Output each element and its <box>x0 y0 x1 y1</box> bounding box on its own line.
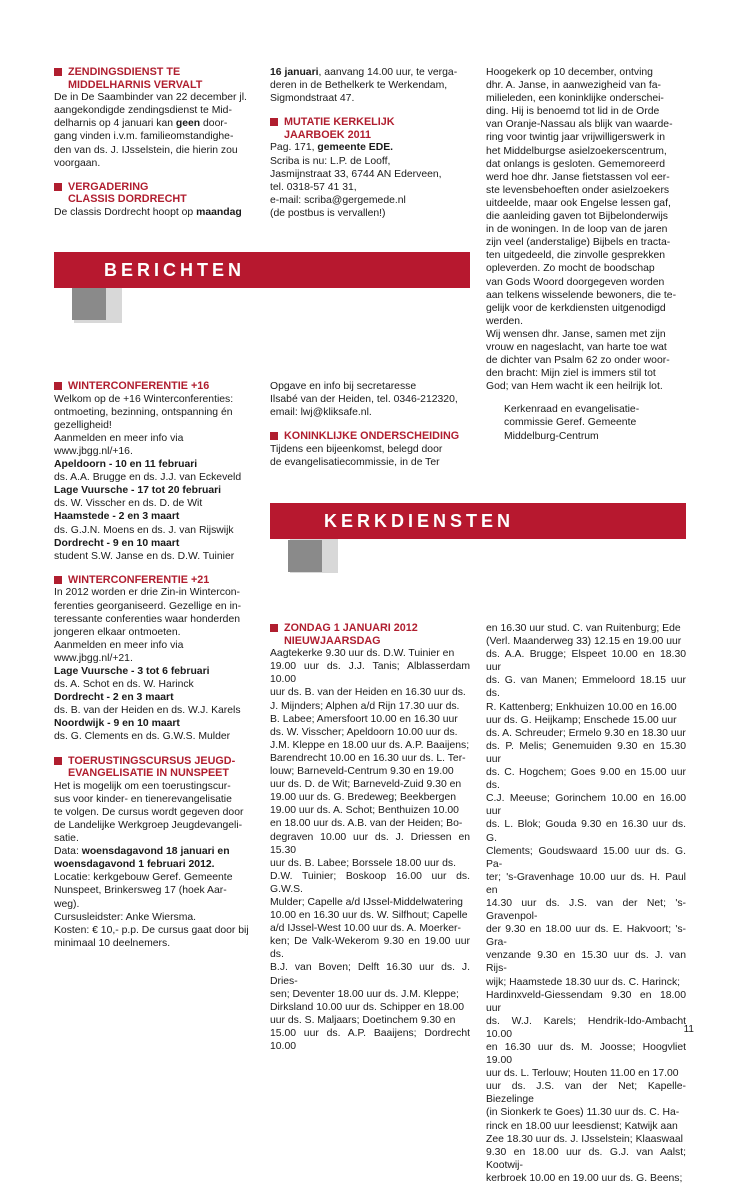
vergadering-text-start: De classis Dordrecht hoopt op maandag <box>54 206 242 218</box>
winter21-text: In 2012 worden er drie Zin-in Wintercon- ferenties georganiseerd. Gezellige en in- teressante conferenties waar honderden jongeren elkaar ontmoeten. Aanmelden en meer info via www.jbgg.nl/+21. Lage Vuursche - 3 tot 6 februari ds. A. Schot en ds. W. Harinck Dordrecht - 2 en 3 maart ds. B. van der Heiden en ds. W.J. Karels Noordwijk - 9 en 10 maart ds. G. Clements en ds. G.W.S. Mulder <box>54 587 242 743</box>
mutatie-heading: MUTATIE KERKELIJK JAARBOEK 2011 <box>270 116 470 141</box>
vergadering-heading: VERGADERING CLASSIS DORDRECHT <box>54 181 254 206</box>
zondag-services-col2: Aagtekerke 9.30 uur ds. D.W. Tuinier en 19.00 uur ds. J.J. Tanis; Alblasserdam 10.00 uur ds. B. van der Heiden en 16.30 uur ds. J. Mijnders; Alphen a/d Rijn 17.30 uur ds. B. Labee; Amersfoort 10.00 en 16.30 uur ds. W. Visscher; Apeldoorn 10.00 uur ds. J.M. Kleppe en 18.00 uur ds. A.P. Baaijens; Barendrecht 10.00 en 16.30 uur ds. L. Ter- louw; Barneveld-Centrum 9.30 en 19.00 uur ds. D. de Wit; Barneveld-Zuid 9.30 en 19.00 uur ds. G. Bredeweg; Beekbergen 19.00 uur ds. A. Schot; Benthuizen 10.00 en 18.00 uur ds. A.B. van der Heiden; Bo- degraven 10.00 uur ds. J. Driessen en 15.30 uur ds. B. Labee; Borssele 18.00 uur ds. D.W. Tuinier; Boskoop 16.00 uur ds. G.W.S. Mulder; Capelle a/d IJssel-Middelwatering 10.00 en 16.30 uur ds. W. Silfhout; Capelle a/d IJssel-West 10.00 uur ds. A. Moerker- ken; De Valk-Wekerom 9.30 en 19.00 uur ds. B.J. van Boven; Delft 16.30 uur ds. J. Dries- sen; Deventer 18.00 uur ds. J.M. Kleppe; Dirksland 10.00 uur ds. Schipper en 18.00 uur ds. S. Maljaars; Doetinchem 9.30 en 15.00 uur ds. A.P. Baaijens; Dordrecht 10.00 <box>270 648 470 1052</box>
winter16-text: Welkom op de +16 Winterconferenties: ontmoeting, bezinning, ontspanning én gezelligheid! Aanmelden en meer info via www.jbgg.nl/+16. Apeldoorn - 10 en 11 februari ds. A.A. Brugge en ds. J.J. van Eckeveld Lage Vuursche - 17 tot 20 februari ds. W. Visscher en ds. D. de Wit Haamstede - 2 en 3 maart ds. G.J.N. Moens en ds. J. van Rijswijk Dordrecht - 9 en 10 maart student S.W. Janse en ds. D.W. Tuinier <box>54 393 242 562</box>
winter21-heading: WINTERCONFERENTIE +21 <box>54 574 254 587</box>
zondag-services-col3: en 16.30 uur stud. C. van Ruitenburg; Ede (Verl. Maanderweg 33) 12.15 en 19.00 uur ds. A.A. Brugge; Elspeet 10.00 en 18.30 uur ds. G. van Manen; Emmeloord 18.15 uur ds. R. Kattenberg; Enkhuizen 10.00 en 16.00 uur ds. G. Heijkamp; Enschede 15.00 uur ds. A. Schreuder; Ermelo 9.30 en 18.30 uur ds. P. Melis; Genemuiden 9.30 en 15.30 uur ds. C. Hogchem; Goes 9.00 en 15.00 uur ds. C.J. Meeuse; Gorinchem 10.00 en 16.00 uur ds. L. Blok; Gouda 9.30 en 16.30 uur ds. G. Clements; Goudswaard 15.00 uur ds. G. Pa- ter; 's-Gravenhage 10.00 uur ds. H. Paul en 14.30 uur ds. J.S. van der Net; 's-Gravenpol- der 9.30 en 18.00 uur ds. E. Hakvoort; 's-Gra- venzande 9.30 en 15.30 uur ds. J. van Rijs- wijk; Haamstede 18.30 uur ds. C. Harinck; Hardinxveld-Giessendam 9.30 en 18.00 uur ds. W.J. Karels; Hendrik-Ido-Ambacht 10.00 en 16.30 uur ds. M. Joosse; Hoogvliet 19.00 uur ds. L. Terlouw; Houten 11.00 en 17.00 uur ds. J.S. van der Net; Kapelle-Biezelinge (in Sionkerk te Goes) 11.30 uur ds. C. Ha- rinck en 18.00 uur leesdienst; Katwijk aan Zee 18.30 uur ds. J. IJsselstein; Klaaswaal 9.30 en 18.00 uur ds. G.J. van Aalst; Kootwij- kerbroek 10.00 en 19.00 uur ds. G. Beens; <box>486 623 686 1184</box>
zendingsdienst-heading: ZENDINGSDIENST TE MIDDELHARNIS VERVALT <box>54 66 254 91</box>
mutatie-email: e-mail: scriba@gergemede.nl <box>270 194 406 206</box>
banner2-decor-dark <box>288 540 322 572</box>
winter16-heading: WINTERCONFERENTIE +16 <box>54 380 254 393</box>
column-3-janse <box>486 66 686 443</box>
janse-text: Hoogekerk op 10 december, ontving dhr. A. Janse, in aanwezigheid van fa- milieleden, een koninklijke onderschei- ding. Hij is benoemd tot lid in de Orde van Oranje-Nassau als blijk van waarde- ring voor twintig jaar vrijwilligerswerk in het Middelburgse asielzoekerscentrum, dat onlangs is gesloten. Gememoreerd werd hoe dhr. Janse fietstassen vol eer- ste levensbehoeften onder asielzoekers uitdeelde, maar ook Engelse lessen gaf, die aanleiding gaven tot Bijbelonderwijs in de woningen. In de loop van de jaren zijn veel (anderstalige) Bijbels en tracta- ten uitgedeeld, die zinvolle gesprekken opleverden. Zo mocht de boodschap van Gods Woord doorgegeven worden aan telkens wisselende bewoners, die te- gelijk voor de kerkdiensten uitgenodigd werden. Wij wensen dhr. Janse, samen met zijn vrouw en nageslacht, van harte toe wat de dichter van Psalm 62 zo onder woor- den bracht: Mijn ziel is immers stil tot God; van Hem wacht ik een heilrijk lot. <box>486 67 677 393</box>
toerusting-data: Data: woensdagavond 18 januari en woensdagavond 1 februari 2012. <box>54 846 230 871</box>
toerusting-text: Het is mogelijk om een toerustingscur- sus voor kinder- en tienerevangelisatie te volgen. De cursus wordt gegeven door de Landelijke Werkgroep Jeugdevangeli- satie. <box>54 780 244 845</box>
toerusting-details: Locatie: kerkgebouw Geref. Gemeente Nunspeet, Brinkersweg 17 (hoek Aar- weg). Cursusleidster: Anke Wiersma. Kosten: € 10,- p.p. De cursus gaat door bij minimaal 10 deelnemers. <box>54 872 249 949</box>
column-1-top <box>54 66 254 219</box>
berichten-title: BERICHTEN <box>104 260 246 280</box>
column-2-middle <box>270 380 470 469</box>
column-2-top <box>270 66 470 220</box>
mutatie-text: Pag. 171, gemeente EDE. Scriba is nu: L.P. de Looff, Jasmijnstraat 33, 6744 AN Ederveen, tel. 0318-57 41 31, e-mail: scriba@gergemede.nl (de postbus is vervallen!) <box>270 141 470 220</box>
koninklijke-text: Tijdens een bijeenkomst, belegd door de evangelisatiecommissie, in de Ter <box>270 443 443 468</box>
column-1-bottom <box>54 380 254 950</box>
zendingsdienst-text: De in De Saambinder van 22 december jl. aangekondigde zendingsdienst te Mid- delharnis op 4 januari kan geen door- gang vinden i.v.m. familieomstandighe- den van ds. J. IJsselstein, die hierin zou voorgaan. <box>54 92 247 169</box>
zondag-column-3 <box>486 622 686 1185</box>
banner-decor-dark-2 <box>72 288 106 320</box>
zondag-heading: ZONDAG 1 JANUARI 2012 NIEUWJAARSDAG <box>270 622 470 647</box>
zondag-column-2 <box>270 622 470 1053</box>
vergadering-text-continued: 16 januari, aanvang 14.00 uur, te verga- deren in de Bethelkerk te Werkendam, Sigmondstraat 47. <box>270 67 458 105</box>
janse-signature: Kerkenraad en evangelisatie- commissie Geref. Gemeente Middelburg-Centrum <box>504 404 640 442</box>
kerkdiensten-title: KERKDIENSTEN <box>324 511 515 531</box>
winter16-contact: Opgave en info bij secretaresse Ilsabé van der Heiden, tel. 0346-212320, email: lwj@kliksafe.nl. <box>270 381 458 419</box>
koninklijke-heading: KONINKLIJKE ONDERSCHEIDING <box>270 430 470 443</box>
page-number: 11 <box>683 1024 694 1035</box>
toerusting-heading: TOERUSTINGSCURSUS JEUGD- EVANGELISATIE IN NUNSPEET <box>54 755 254 780</box>
